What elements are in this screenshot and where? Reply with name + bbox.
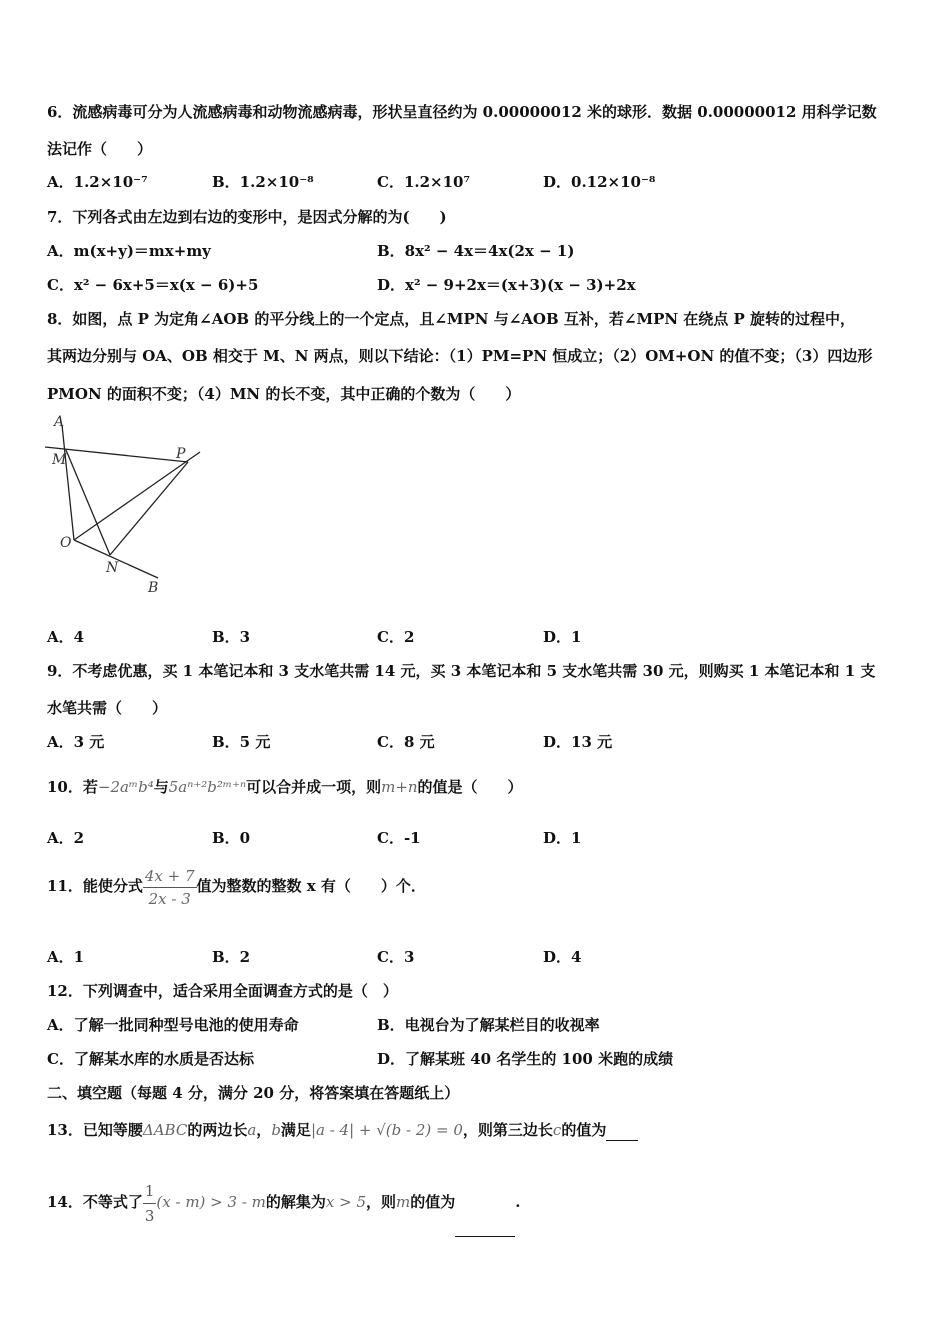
q9-option-b: B．5 元 (212, 733, 271, 751)
q10-stem (47, 777, 523, 797)
q10-option-c: C．-1 (377, 829, 421, 847)
q14-frac-denominator: 3 (144, 1206, 155, 1225)
q6-stem-line1: 6．流感病毒可分为人流感病毒和动物流感病毒，形状呈直径约为 0.00000012 米的球形．数据 0.00000012 用科学记数 (47, 103, 877, 121)
q13-condition: |a - 4| + √(b - 2) = 0 (310, 1121, 463, 1139)
label-m: M (52, 452, 67, 468)
q14-text3: 的值为 (410, 1193, 456, 1211)
q6-option-b: B．1.2×10⁻⁸ (212, 173, 314, 191)
q14-end: . (515, 1193, 521, 1211)
q11-option-a: A．1 (47, 948, 85, 966)
q13-text3: ，则第三边长 (462, 1121, 553, 1139)
q14-stem (47, 1168, 521, 1237)
q12-option-b: B．电视台为了解某栏目的收视率 (377, 1016, 600, 1034)
q10-expr3: m+n (381, 778, 418, 796)
q14-text1: 的解集为 (265, 1193, 326, 1211)
q7-option-c: C．x² − 6x+5＝x(x − 6)+5 (47, 276, 259, 294)
q14-expression: (x - m) > 3 - m (156, 1193, 266, 1211)
q12-stem: 12．下列调查中，适合采用全面调查方式的是（ ） (47, 982, 398, 1000)
segment-mp (45, 447, 188, 462)
q8-option-b: B．3 (212, 628, 251, 646)
segment-pn (110, 462, 188, 555)
q14-answer-blank (455, 1168, 515, 1237)
q10-option-a: A．2 (47, 829, 85, 847)
q14-text2: ，则 (366, 1193, 397, 1211)
q11-denominator: 2x - 3 (148, 889, 191, 908)
segment-mn (66, 450, 110, 555)
q7-option-d: D．x² − 9+2x＝(x+3)(x − 3)+2x (377, 276, 636, 294)
q9-option-c: C．8 元 (377, 733, 435, 751)
label-p: P (176, 446, 186, 462)
q8-stem-line3: PMON 的面积不变；（4）MN 的长不变，其中正确的个数为（ ） (47, 385, 521, 403)
q13-text2: 满足 (280, 1121, 311, 1139)
q10-expr1: −2aᵐb⁴ (97, 778, 154, 796)
q13-prefix: 13．已知等腰 (47, 1121, 143, 1139)
section-fill-in-heading: 二、填空题（每题 4 分，满分 20 分，将答案填在答题纸上） (47, 1084, 460, 1102)
q10-mid: 与 (153, 778, 169, 796)
q8-geometry-figure (40, 410, 220, 600)
q10-mid2: 可以合并成一项，则 (246, 778, 382, 796)
label-o: O (60, 535, 72, 551)
q11-numerator: 4x + 7 (143, 865, 197, 888)
q11-option-c: C．3 (377, 948, 415, 966)
q14-solution: x > 5 (325, 1193, 367, 1211)
q13-var-b: b (271, 1121, 281, 1139)
q9-option-a: A．3 元 (47, 733, 105, 751)
q6-stem-line2: 法记作（ ） (47, 140, 153, 158)
q13-stem (47, 1120, 638, 1141)
q10-suffix: 的值是（ ） (417, 778, 523, 796)
q11-prefix: 11．能使分式 (47, 877, 143, 895)
q7-stem: 7．下列各式由左边到右边的变形中，是因式分解的为( ) (47, 208, 447, 226)
q10-expr2: 5aⁿ⁺²b²ᵐ⁺ⁿ (168, 778, 247, 796)
q13-comma: ， (256, 1121, 272, 1139)
ray-oa (62, 425, 74, 540)
q10-option-b: B．0 (212, 829, 251, 847)
q13-answer-blank (606, 1120, 638, 1141)
q13-text1: 的两边长 (187, 1121, 248, 1139)
q11-fraction (143, 865, 197, 910)
q12-option-a: A．了解一批同种型号电池的使用寿命 (47, 1016, 299, 1034)
q13-triangle: ΔABC (142, 1121, 188, 1139)
q14-frac-numerator: 1 (143, 1179, 157, 1204)
q13-var-a: a (247, 1121, 257, 1139)
q6-option-c: C．1.2×10⁷ (377, 173, 471, 191)
label-b: B (148, 580, 159, 596)
q14-var-m: m (396, 1193, 411, 1211)
q8-option-c: C．2 (377, 628, 415, 646)
q8-option-d: D．1 (543, 628, 582, 646)
q11-suffix: 值为整数的整数 x 有（ ）个． (196, 877, 426, 895)
q8-stem-line1: 8．如图，点 P 为定角∠AOB 的平分线上的一个定点，且∠MPN 与∠AOB 互补，若∠MPN 在绕点 P 旋转的过程中， (47, 310, 856, 328)
ray-op (74, 452, 200, 540)
label-n: N (106, 560, 119, 576)
q10-prefix: 10．若 (47, 778, 98, 796)
q10-option-d: D．1 (543, 829, 582, 847)
q8-stem-line2: 其两边分别与 OA、OB 相交于 M、N 两点，则以下结论：（1）PM=PN 恒成立；（2）OM+ON 的值不变；（3）四边形 (47, 347, 873, 365)
q11-stem (47, 862, 426, 910)
q9-option-d: D．13 元 (543, 733, 613, 751)
q7-option-a: A．m(x+y)＝mx+my (47, 242, 211, 260)
q11-option-b: B．2 (212, 948, 251, 966)
q7-option-b: B．8x² − 4x＝4x(2x − 1) (377, 242, 575, 260)
q12-option-d: D．了解某班 40 名学生的 100 米跑的成绩 (377, 1050, 674, 1068)
q11-option-d: D．4 (543, 948, 582, 966)
q14-fraction (143, 1179, 157, 1228)
q9-stem-line1: 9．不考虑优惠，买 1 本笔记本和 3 支水笔共需 14 元，买 3 本笔记本和 5 支水笔共需 30 元，则购买 1 本笔记本和 1 支 (47, 662, 876, 680)
label-a: A (54, 414, 65, 430)
q6-option-d: D．0.12×10⁻⁸ (543, 173, 656, 191)
q12-option-c: C．了解某水库的水质是否达标 (47, 1050, 254, 1068)
q13-text4: 的值为 (561, 1121, 607, 1139)
q13-var-c: c (552, 1121, 562, 1139)
q14-prefix: 14．不等式了 (47, 1193, 143, 1211)
q8-option-a: A．4 (47, 628, 85, 646)
q9-stem-line2: 水笔共需（ ） (47, 699, 168, 717)
q6-option-a: A．1.2×10⁻⁷ (47, 173, 148, 191)
